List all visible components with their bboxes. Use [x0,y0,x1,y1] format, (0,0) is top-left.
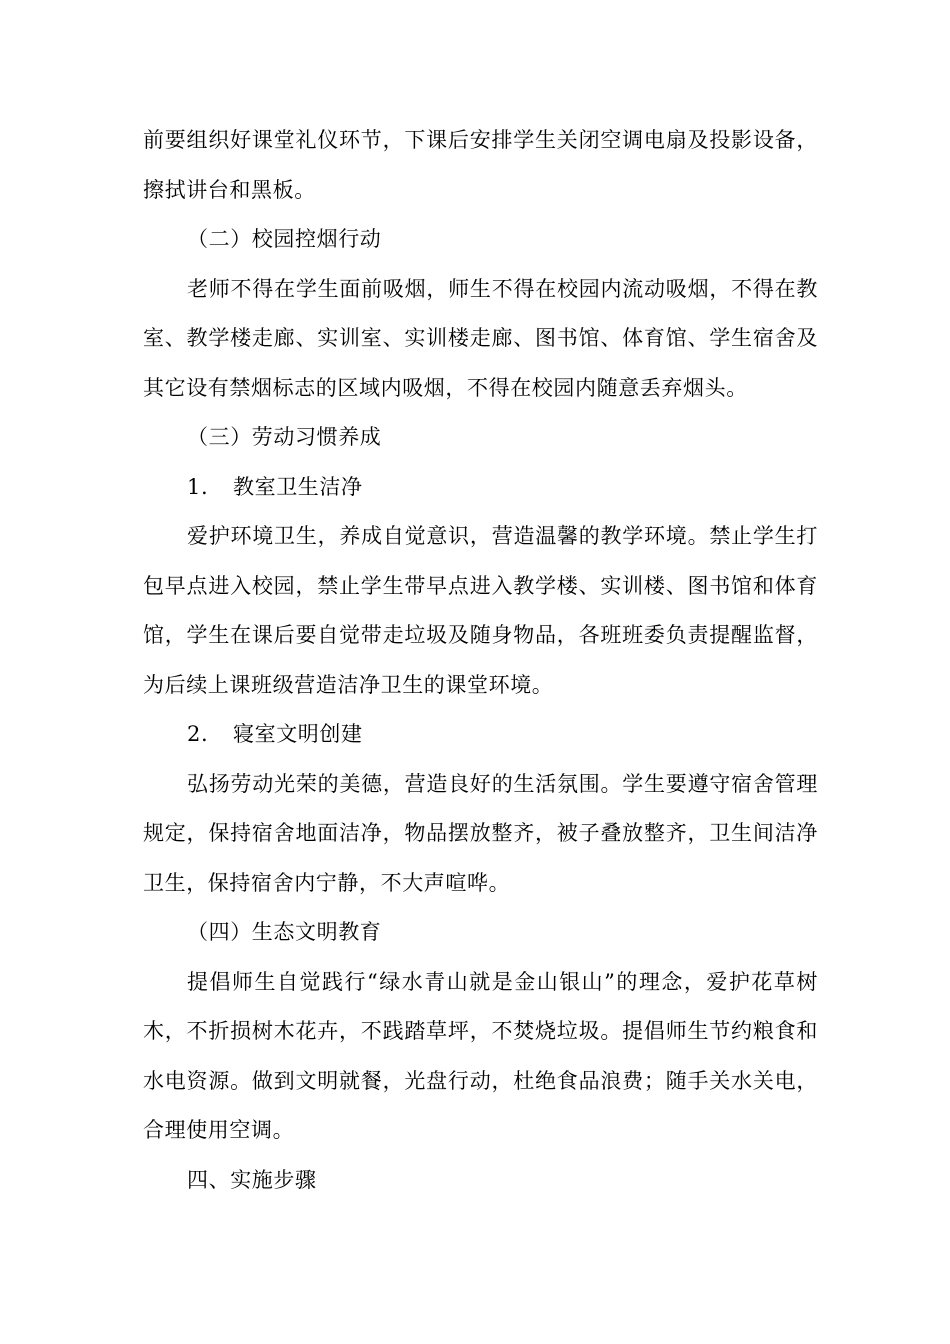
section-heading-implementation-steps: 四、实施步骤 [187,1167,317,1192]
section-heading-labor-habits: （三）劳动习惯养成 [187,425,382,449]
section-heading-smoking-control: （二）校园控烟行动 [187,227,382,251]
document-body [143,116,818,1205]
paragraph-classroom-hygiene: 爱护环境卫生，养成自觉意识，营造温馨的教学环境。禁止学生打包早点进入校园，禁止学生带早点进入教学楼、实训楼、图书馆和体育馆，学生在课后要自觉带走垃圾及随身物品，各班班委负责提醒监督，为后续上课班级营造洁净卫生的课堂环境。 [143,524,818,697]
paragraph-ecology: 提倡师生自觉践行“绿水青山就是金山银山”的理念，爱护花草树木，不折损树木花卉，不践踏草坪，不焚烧垃圾。提倡师生节约粮食和水电资源。做到文明就餐，光盘行动，杜绝食品浪费；随手关水关电，合理使用空调。 [143,969,818,1142]
item-title: 寝室文明创建 [233,722,363,746]
item-number: 2. [187,722,209,746]
paragraph-smoking-control: 老师不得在学生面前吸烟，师生不得在校园内流动吸烟，不得在教室、教学楼走廊、实训室、实训楼走廊、图书馆、体育馆、学生宿舍及其它设有禁烟标志的区域内吸烟，不得在校园内随意丢弃烟头。 [143,276,818,400]
item-number: 1. [187,474,209,499]
paragraph-dormitory: 弘扬劳动光荣的美德，营造良好的生活氛围。学生要遵守宿舍管理规定，保持宿舍地面洁净，物品摆放整齐，被子叠放整齐，卫生间洁净卫生，保持宿舍内宁静，不大声喧哗。 [143,771,818,895]
item-title: 教室卫生洁净 [233,474,363,499]
paragraph-continued: 前要组织好课堂礼仪环节，下课后安排学生关闭空调电扇及投影设备，擦拭讲台和黑板。 [143,128,818,202]
item-heading-dormitory [143,710,818,760]
section-heading-ecology: （四）生态文明教育 [187,920,382,944]
item-heading-classroom [143,463,818,513]
